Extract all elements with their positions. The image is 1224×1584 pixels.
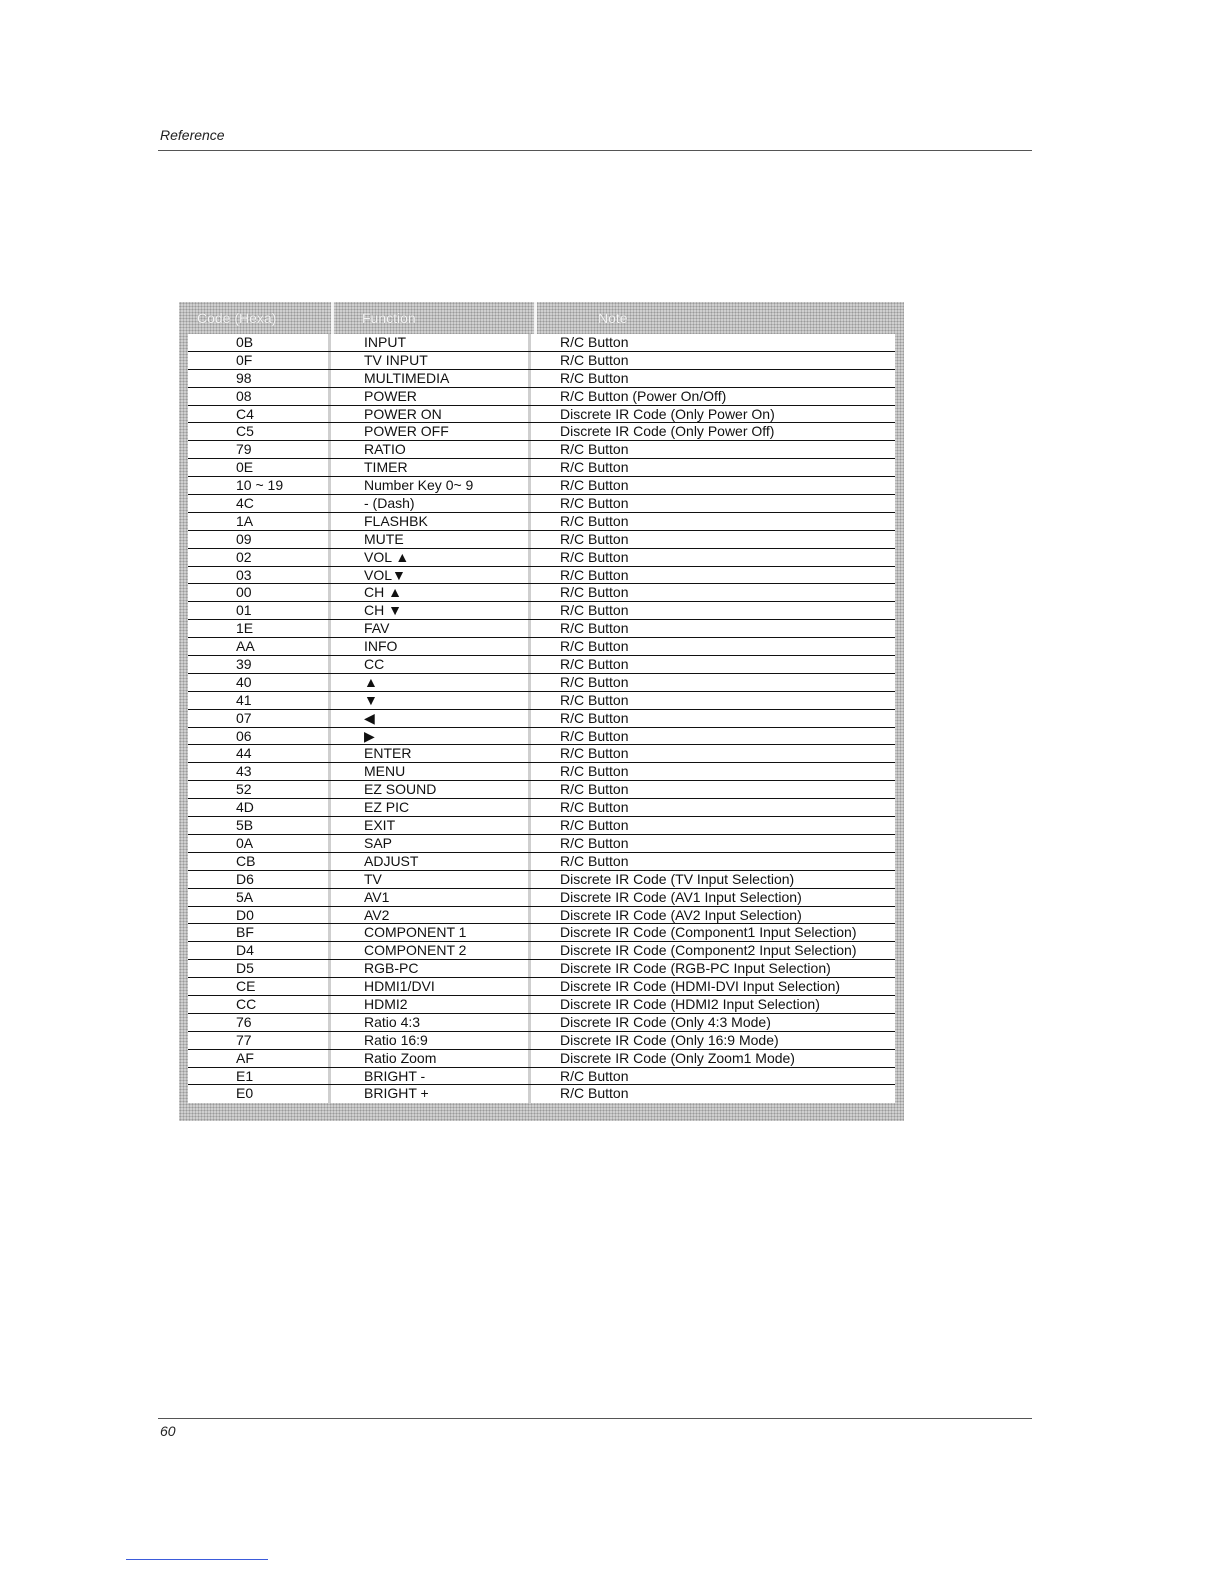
code-cell: E1 [188,1068,331,1085]
note-cell: R/C Button [560,745,629,762]
code-cell: 1E [188,620,331,637]
column-header-function: Function [362,310,416,326]
table-row [188,674,895,692]
table-row [188,871,895,889]
note-cell: R/C Button [560,834,629,851]
code-cell: 09 [188,531,331,548]
function-cell: AV1 [331,889,531,906]
note-cell: R/C Button [560,548,629,565]
code-cell: 77 [188,1032,331,1049]
note-cell: R/C Button [560,1067,629,1084]
function-cell: TV INPUT [331,352,531,369]
function-cell: COMPONENT 1 [331,924,531,941]
note-cell: Discrete IR Code (HDMI2 Input Selection) [560,995,820,1012]
table-row [188,441,895,459]
function-cell: HDMI2 [331,996,531,1013]
function-cell: ADJUST [331,853,531,870]
table-row [188,334,895,352]
table-row [188,1085,895,1103]
function-cell: TV [331,871,531,888]
note-cell: R/C Button [560,638,629,655]
table-row [188,602,895,620]
code-cell: 5A [188,889,331,906]
function-cell: Ratio 16:9 [331,1032,531,1049]
function-cell: INPUT [331,334,531,351]
note-cell: Discrete IR Code (Only 16:9 Mode) [560,1031,779,1048]
note-cell: Discrete IR Code (TV Input Selection) [560,870,795,887]
table-row [188,567,895,585]
function-cell: SAP [331,835,531,852]
note-cell: R/C Button [560,620,629,637]
function-cell: VOL▼ [331,567,531,584]
code-cell: 40 [188,674,331,691]
function-cell: CH ▲ [331,584,531,601]
function-cell: FAV [331,620,531,637]
note-cell: Discrete IR Code (Only 4:3 Mode) [560,1013,771,1030]
function-cell: BRIGHT + [331,1085,531,1103]
note-cell: R/C Button [560,512,629,529]
function-cell: ▼ [331,692,531,709]
note-cell: R/C Button [560,763,629,780]
code-cell: 4C [188,495,331,512]
note-cell: Discrete IR Code (Only Zoom1 Mode) [560,1049,795,1066]
note-cell: Discrete IR Code (Only Power On) [560,405,775,422]
table-row [188,388,895,406]
table-row [188,996,895,1014]
function-cell: AV2 [331,907,531,924]
code-cell: E0 [188,1085,331,1103]
note-cell: R/C Button [560,369,629,386]
code-cell: 0F [188,352,331,369]
ir-code-table [179,302,904,1121]
code-cell: 79 [188,441,331,458]
code-cell: 5B [188,817,331,834]
code-cell: 02 [188,549,331,566]
table-row [188,817,895,835]
table-row [188,1068,895,1086]
table-body [188,334,895,1103]
function-cell: RATIO [331,441,531,458]
table-row [188,1032,895,1050]
note-cell: R/C Button [560,1085,629,1102]
note-cell: R/C Button [560,691,629,708]
code-cell: D0 [188,907,331,924]
header-divider [331,302,334,334]
note-cell: Discrete IR Code (RGB-PC Input Selection) [560,960,831,977]
note-cell: Discrete IR Code (AV1 Input Selection) [560,888,802,905]
table-row [188,531,895,549]
note-cell: R/C Button [560,459,629,476]
table-header-row [188,302,895,334]
function-cell: POWER OFF [331,423,531,440]
function-cell: POWER [331,388,531,405]
table-row [188,763,895,781]
note-cell: Discrete IR Code (Component1 Input Selection) [560,924,857,941]
table-row [188,1050,895,1068]
code-cell: 0B [188,334,331,351]
table-row [188,799,895,817]
note-cell: Discrete IR Code (Only Power Off) [560,423,775,440]
code-cell: 44 [188,745,331,762]
code-cell: 39 [188,656,331,673]
code-cell: 07 [188,710,331,727]
note-cell: Discrete IR Code (AV2 Input Selection) [560,906,802,923]
note-cell: R/C Button [560,673,629,690]
function-cell: COMPONENT 2 [331,942,531,959]
note-cell: Discrete IR Code (HDMI-DVI Input Selection) [560,978,841,995]
table-row [188,459,895,477]
table-row [188,745,895,763]
note-cell: R/C Button [560,495,629,512]
footer-rule [158,1418,1032,1419]
code-cell: 10 ~ 19 [188,477,331,494]
table-row [188,352,895,370]
function-cell: TIMER [331,459,531,476]
table-row [188,406,895,424]
function-cell: EZ SOUND [331,781,531,798]
table-row [188,638,895,656]
function-cell: VOL ▲ [331,549,531,566]
function-cell: ▲ [331,674,531,691]
column-header-code: Code (Hexa) [197,310,277,326]
table-row [188,620,895,638]
code-cell: CC [188,996,331,1013]
code-cell: CE [188,978,331,995]
table-row [188,656,895,674]
table-row [188,960,895,978]
table-row [188,835,895,853]
function-cell: Ratio Zoom [331,1050,531,1067]
code-cell: C4 [188,406,331,423]
code-cell: BF [188,924,331,941]
code-cell: C5 [188,423,331,440]
function-cell: - (Dash) [331,495,531,512]
header-rule [158,150,1032,151]
link-underline [126,1559,268,1560]
code-cell: AA [188,638,331,655]
code-cell: CB [188,853,331,870]
page-number: 60 [160,1423,176,1439]
table-row [188,781,895,799]
table-row [188,889,895,907]
code-cell: 00 [188,584,331,601]
function-cell: Number Key 0~ 9 [331,477,531,494]
table-row [188,370,895,388]
note-cell: R/C Button (Power On/Off) [560,387,727,404]
function-cell: MENU [331,763,531,780]
function-cell: CC [331,656,531,673]
function-cell: MUTE [331,531,531,548]
table-row [188,942,895,960]
table-row [188,423,895,441]
code-cell: 0A [188,835,331,852]
note-cell: R/C Button [560,351,629,368]
note-cell: R/C Button [560,334,629,350]
header-divider [534,302,537,334]
note-cell: R/C Button [560,799,629,816]
table-row [188,477,895,495]
code-cell: D6 [188,871,331,888]
table-row [188,710,895,728]
function-cell: BRIGHT - [331,1068,531,1085]
function-cell: HDMI1/DVI [331,978,531,995]
table-row [188,584,895,602]
code-cell: D4 [188,942,331,959]
note-cell: R/C Button [560,727,629,744]
function-cell: ENTER [331,745,531,762]
table-row [188,692,895,710]
code-cell: 08 [188,388,331,405]
table-row [188,853,895,871]
function-cell: CH ▼ [331,602,531,619]
note-cell: R/C Button [560,566,629,583]
note-cell: R/C Button [560,602,629,619]
function-cell: POWER ON [331,406,531,423]
function-cell: INFO [331,638,531,655]
code-cell: 01 [188,602,331,619]
note-cell: Discrete IR Code (Component2 Input Selection) [560,942,857,959]
function-cell: ◀ [331,710,531,727]
table-row [188,513,895,531]
note-cell: R/C Button [560,441,629,458]
code-cell: AF [188,1050,331,1067]
function-cell: FLASHBK [331,513,531,530]
note-cell: R/C Button [560,530,629,547]
function-cell: RGB-PC [331,960,531,977]
function-cell: ▶ [331,728,531,745]
table-row [188,549,895,567]
code-cell: 76 [188,1014,331,1031]
function-cell: Ratio 4:3 [331,1014,531,1031]
note-cell: R/C Button [560,656,629,673]
section-header: Reference [160,127,225,143]
code-cell: 98 [188,370,331,387]
function-cell: MULTIMEDIA [331,370,531,387]
code-cell: D5 [188,960,331,977]
code-cell: 52 [188,781,331,798]
table-row [188,924,895,942]
code-cell: 03 [188,567,331,584]
note-cell: R/C Button [560,477,629,494]
code-cell: 1A [188,513,331,530]
note-cell: R/C Button [560,781,629,798]
function-cell: EXIT [331,817,531,834]
function-cell: EZ PIC [331,799,531,816]
code-cell: 43 [188,763,331,780]
table-row [188,495,895,513]
table-row [188,978,895,996]
note-cell: R/C Button [560,584,629,601]
table-row [188,907,895,925]
note-cell: R/C Button [560,709,629,726]
column-header-note: Note [598,310,628,326]
code-cell: 41 [188,692,331,709]
code-cell: 06 [188,728,331,745]
note-cell: R/C Button [560,817,629,834]
table-row [188,1014,895,1032]
code-cell: 0E [188,459,331,476]
table-row [188,728,895,746]
code-cell: 4D [188,799,331,816]
note-cell: R/C Button [560,852,629,869]
